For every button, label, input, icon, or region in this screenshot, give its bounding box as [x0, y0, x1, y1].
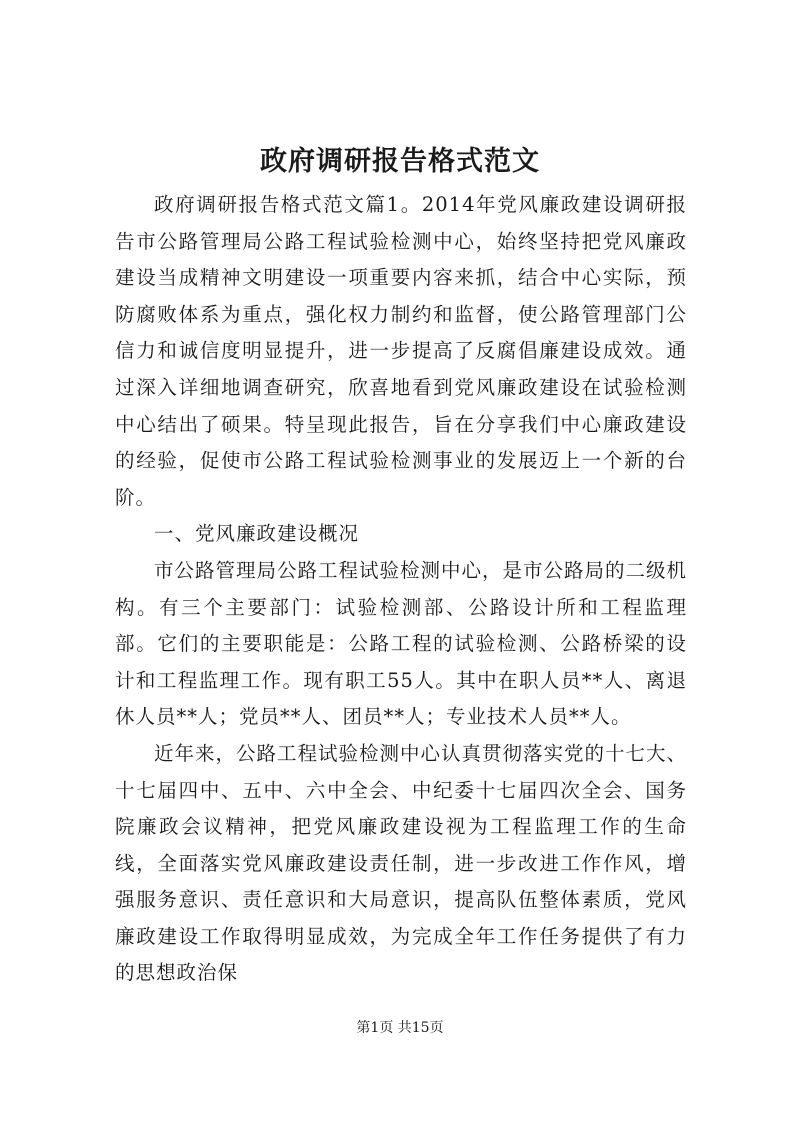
- paragraph-overview: 市公路管理局公路工程试验检测中心，是市公路局的二级机构。有三个主要部门：试验检测部、公路设计所和工程监理部。它们的主要职能是：公路工程的试验检测、公路桥梁的设计和工程监理工作。现有职工55人。其中在职人员**人、离退休人员**人；党员**人、团员**人；专业技术人员**人。: [115, 558, 688, 729]
- section-heading: 一、党风廉政建设概况: [154, 522, 360, 546]
- paragraph-recent-years: 近年来，公路工程试验检测中心认真贯彻落实党的十七大、十七届四中、五中、六中全会、中纪委十七届四次全会、国务院廉政会议精神，把党风廉政建设视为工程监理工作的生命线，全面落实党风廉政建设责任制，进一步改进工作作风，增强服务意识、责任意识和大局意识，提高队伍整体素质，党风廉政建设工作取得明显成效，为完成全年工作任务提供了有力的思想政治保: [115, 741, 688, 985]
- document-body: [115, 187, 687, 992]
- paragraph-intro: 政府调研报告格式范文篇1。2014年党风廉政建设调研报告市公路管理局公路工程试验检测中心，始终坚持把党风廉政建设当成精神文明建设一项重要内容来抓，结合中心实际，预防腐败体系为重点，强化权力制约和监督，使公路管理部门公信力和诚信度明显提升，进一步提高了反腐倡廉建设成效。通过深入详细地调查研究，欣喜地看到党风廉政建设在试验检测中心结出了硕果。特呈现此报告，旨在分享我们中心廉政建设的经验，促使市公路工程试验检测事业的发展迈上一个新的台阶。: [115, 193, 687, 509]
- page-footer: 第1页 共15页: [356, 1020, 444, 1036]
- document-title: 政府调研报告格式范文: [260, 146, 540, 177]
